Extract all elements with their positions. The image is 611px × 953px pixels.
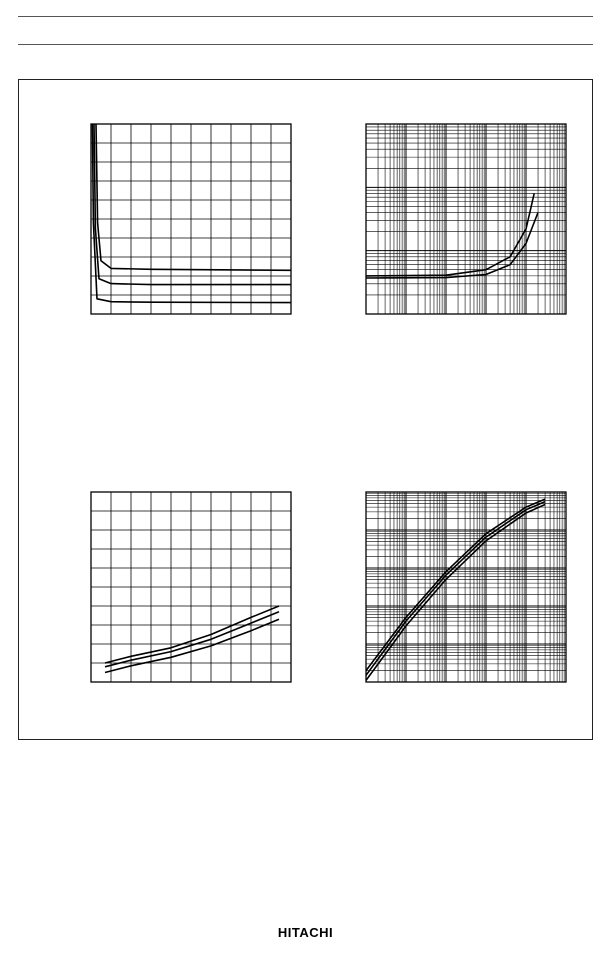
chart-bottom-left bbox=[91, 492, 291, 682]
header-rule-top bbox=[18, 16, 593, 17]
chart-series-line-3 bbox=[366, 505, 545, 681]
chart-grid bbox=[91, 492, 291, 682]
chart-bottom-right bbox=[366, 492, 566, 682]
header-rule-bottom bbox=[18, 44, 593, 45]
chart-series-line-1 bbox=[366, 194, 534, 276]
chart-series-line-2 bbox=[366, 502, 545, 676]
chart-top-right bbox=[366, 124, 566, 314]
chart-grid bbox=[366, 492, 566, 682]
chart-plot-border bbox=[366, 492, 566, 682]
footer-logo: HITACHI bbox=[277, 925, 334, 940]
chart-series-line-2 bbox=[94, 124, 291, 285]
chart-top-left bbox=[91, 124, 291, 314]
chart-grid bbox=[91, 124, 291, 314]
chart-series-line-1 bbox=[96, 124, 291, 270]
chart-series-line-2 bbox=[366, 213, 538, 279]
